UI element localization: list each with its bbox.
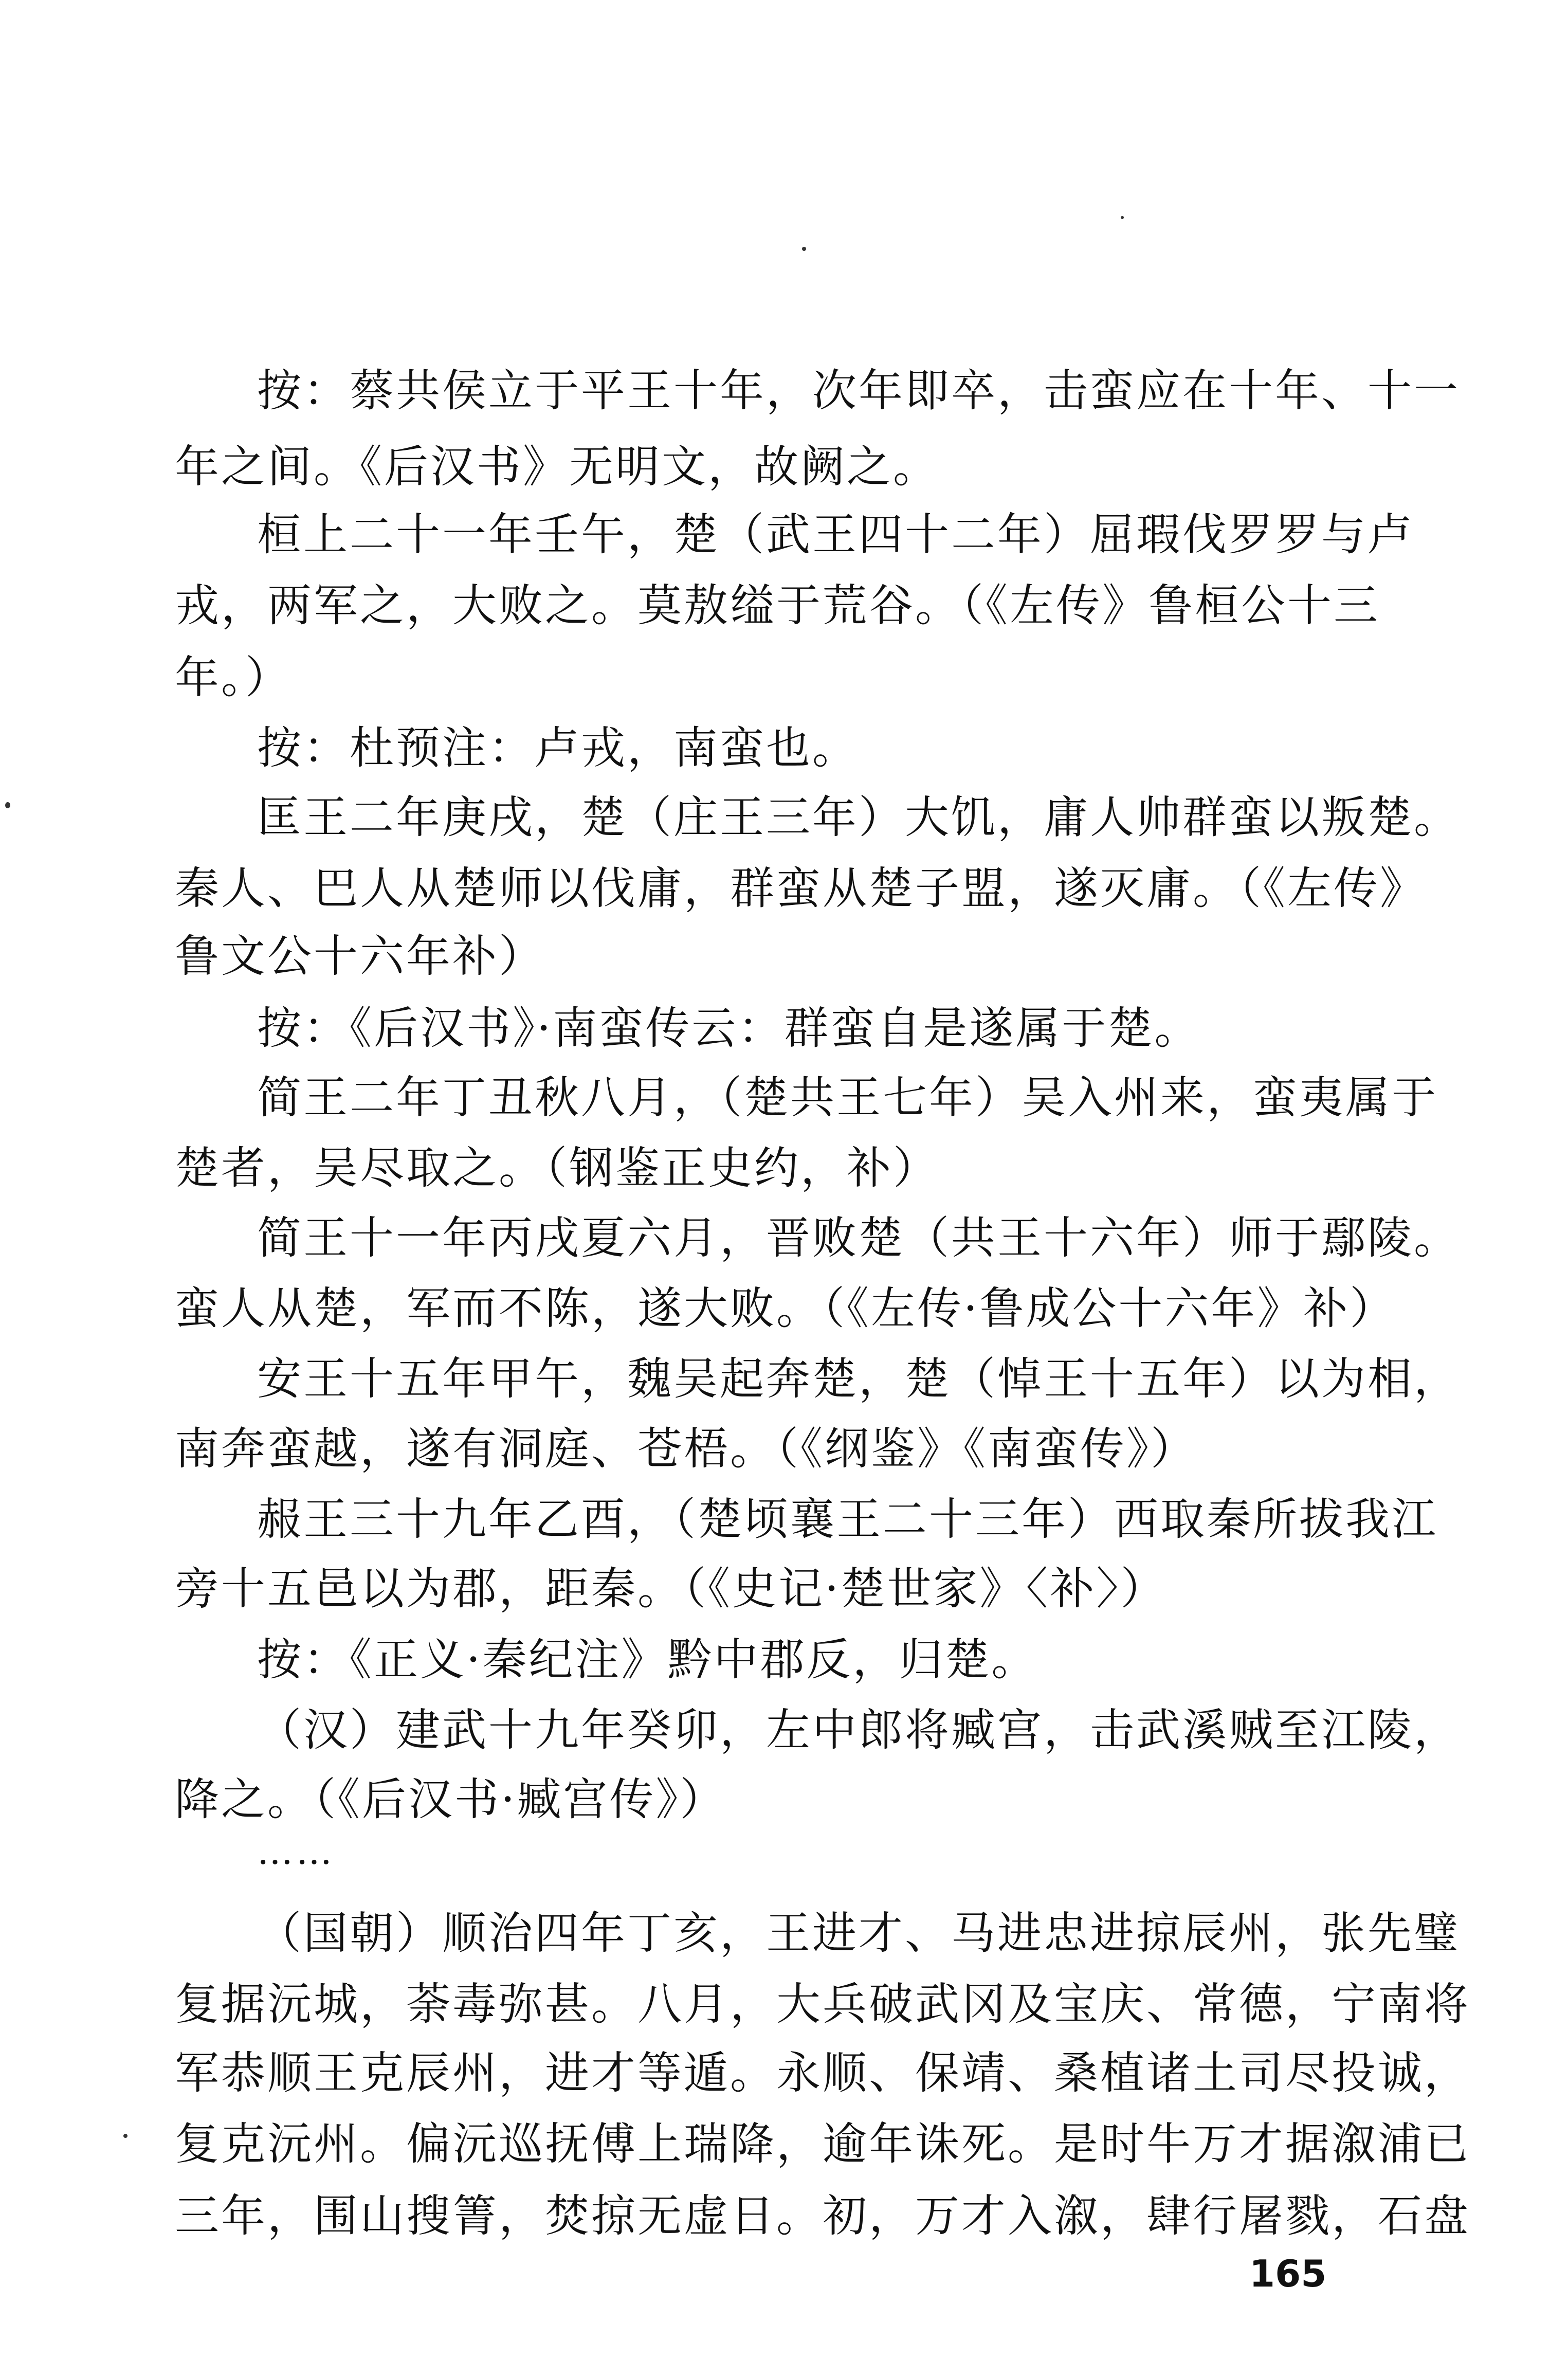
page-number: 165 (1249, 2252, 1327, 2295)
text-line: 年。） (175, 652, 291, 703)
text-line: 按：蔡共侯立于平王十年，次年即卒，击蛮应在十年、十一 (257, 365, 1460, 416)
text-line: 降之。（《后汉书·臧宫传》） (175, 1774, 726, 1825)
text-line: 按：《后汉书》·南蛮传云：群蛮自是遂属于楚。 (257, 1003, 1201, 1054)
text-line: 蛮人从楚，军而不陈，遂大败。（《左传·鲁成公十六年》补） (175, 1283, 1396, 1334)
text-line: 复克沅州。偏沅巡抚傅上瑞降，逾年诛死。是时牛万才据溆浦已 (175, 2118, 1470, 2170)
text-line: 赧王三十九年乙酉，（楚顷襄王二十三年）西取秦所拔我江 (257, 1494, 1438, 1545)
scan-speck (802, 247, 806, 251)
scan-speck (123, 2134, 127, 2138)
text-line: 桓上二十一年壬午，楚（武王四十二年）屈瑕伐罗罗与卢 (257, 509, 1414, 560)
text-line: 安王十五年甲午，魏吴起奔楚，楚（悼王十五年）以为相， (257, 1353, 1460, 1405)
text-line: 鲁文公十六年补） (175, 931, 545, 982)
scan-speck (5, 802, 10, 808)
text-line: 军恭顺王克辰州，进才等遁。永顺、保靖、桑植诸土司尽投诚， (175, 2047, 1470, 2099)
text-line: 按：杜预注：卢戎，南蛮也。 (257, 722, 859, 774)
text-line: 南奔蛮越，遂有洞庭、苍梧。（《纲鉴》《南蛮传》） (175, 1423, 1197, 1475)
ellipsis: …… (257, 1830, 335, 1873)
text-line: 匡王二年庚戌，楚（庄王三年）大饥，庸人帅群蛮以叛楚。 (257, 792, 1460, 843)
scan-speck (1121, 216, 1124, 219)
text-line: （国朝）顺治四年丁亥，王进才、马进忠进掠辰州，张先璧 (257, 1908, 1460, 1959)
text-line: 简王十一年丙戌夏六月，晋败楚（共王十六年）师于鄢陵。 (257, 1212, 1460, 1264)
text-line: 旁十五邑以为郡，距秦。（《史记·楚世家》〈补〉） (175, 1563, 1167, 1615)
text-line: 三年，围山搜箐，焚掠无虚日。初，万才入溆，肆行屠戮，石盘 (175, 2190, 1470, 2242)
text-line: 简王二年丁丑秋八月，（楚共王七年）吴入州来，蛮夷属于 (257, 1072, 1438, 1123)
text-line: 楚者，吴尽取之。（钢鉴正史约，补） (175, 1142, 939, 1194)
text-line: 戎，两军之，大败之。莫敖缢于荒谷。（《左传》鲁桓公十三 (175, 580, 1380, 631)
text-line: 按：《正义·秦纪注》黔中郡反，归楚。 (257, 1634, 1038, 1685)
text-line: 复据沅城，荼毒弥甚。八月，大兵破武冈及宝庆、常德，宁南将 (175, 1979, 1470, 2030)
text-line: 年之间。《后汉书》无明文，故阙之。 (175, 441, 939, 493)
text-line: （汉）建武十九年癸卯，左中郎将臧宫，击武溪贼至江陵， (257, 1704, 1460, 1756)
text-line: 秦人、巴人从楚师以伐庸，群蛮从楚子盟，遂灭庸。（《左传》 (175, 863, 1426, 914)
